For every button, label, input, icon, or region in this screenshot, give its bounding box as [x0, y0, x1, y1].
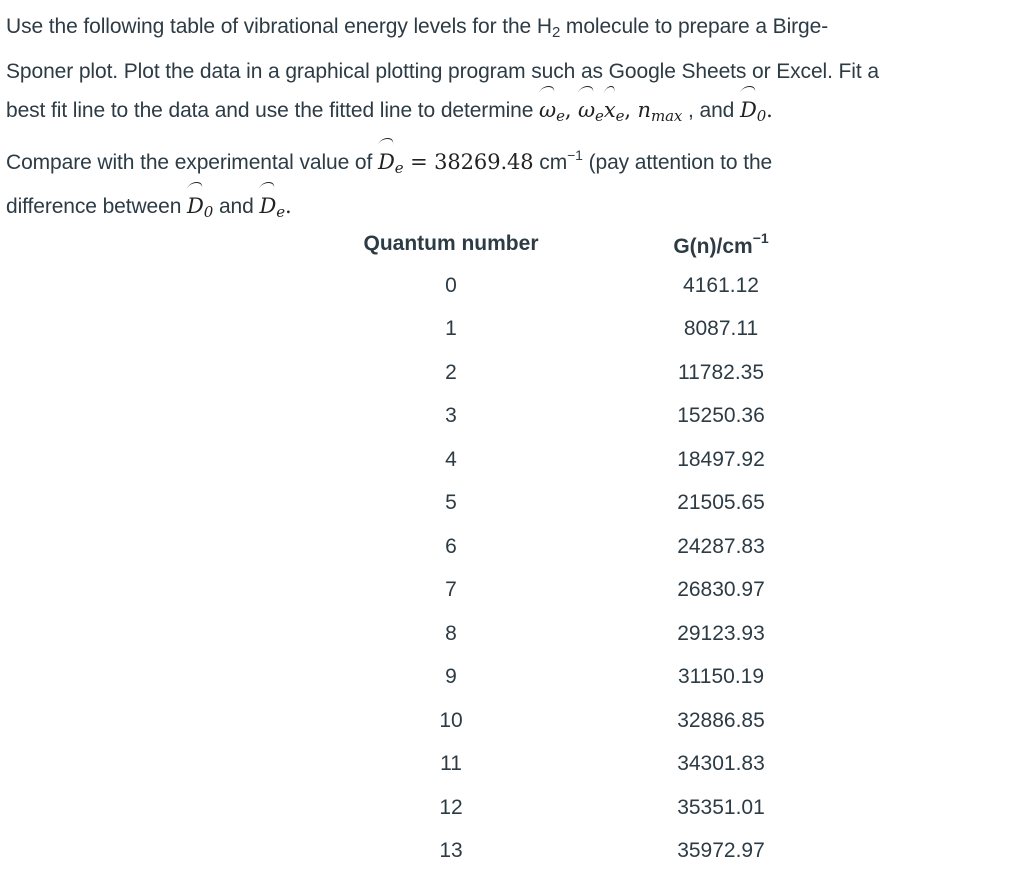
- quantum-number-cell: 4: [290, 438, 612, 482]
- d-glyph: D: [259, 187, 276, 226]
- table-row: [290, 438, 830, 482]
- table-row: [290, 656, 830, 700]
- n-max-symbol: [638, 98, 683, 122]
- quantum-number-cell: 6: [290, 525, 612, 569]
- energy-cell: 21505.65: [612, 482, 830, 526]
- problem-text: and: [213, 195, 259, 218]
- d-zero-symbol: [187, 194, 213, 218]
- experimental-value: = 38269.48: [404, 150, 534, 174]
- energy-cell: 29123.93: [612, 612, 830, 656]
- comma: ,: [624, 98, 637, 122]
- problem-text: difference between: [6, 195, 187, 218]
- comma: ,: [565, 98, 578, 122]
- table-row: [290, 786, 830, 830]
- quantum-number-cell: 1: [290, 308, 612, 352]
- table-row: [290, 351, 830, 395]
- quantum-number-cell: 7: [290, 569, 612, 613]
- table-row: [290, 699, 830, 743]
- h2-subscript: 2: [552, 24, 560, 41]
- energy-cell: 11782.35: [612, 351, 830, 395]
- zero-subscript: 0: [757, 107, 766, 125]
- d-e-symbol: [378, 150, 404, 174]
- table-row: [290, 569, 830, 613]
- problem-text: Sponer plot. Plot the data in a graphical plotting program such as Google Sheets or Excel. Fit a: [6, 60, 879, 83]
- e-subscript: e: [556, 107, 565, 125]
- header-g-n: [612, 224, 830, 264]
- omega-glyph: ω: [578, 91, 595, 130]
- e-subscript: e: [395, 159, 404, 177]
- energy-cell: 32886.85: [612, 699, 830, 743]
- period: .: [285, 194, 292, 218]
- problem-statement: [6, 8, 1022, 232]
- table-row: [290, 264, 830, 308]
- d-glyph: D: [740, 91, 757, 130]
- problem-text: Compare with the experimental value of: [6, 151, 378, 174]
- table-header-row: [290, 224, 830, 264]
- quantum-number-cell: 8: [290, 612, 612, 656]
- energy-cell: 15250.36: [612, 395, 830, 439]
- quantum-number-cell: 5: [290, 482, 612, 526]
- energy-levels-table: [290, 224, 830, 873]
- problem-text: Use the following table of vibrational energy levels for the H: [6, 15, 552, 38]
- energy-cell: 4161.12: [612, 264, 830, 308]
- problem-text: , and: [682, 99, 740, 122]
- quantum-number-cell: 13: [290, 830, 612, 873]
- problem-text: molecule to prepare a Birge-: [560, 15, 828, 38]
- quantum-number-cell: 2: [290, 351, 612, 395]
- x-glyph: x: [604, 91, 616, 130]
- e-subscript: e: [595, 107, 604, 125]
- omega-e-symbol: [539, 98, 565, 122]
- quantum-number-cell: 0: [290, 264, 612, 308]
- unit-exponent: −1: [567, 147, 583, 163]
- d-zero-symbol: [740, 98, 766, 122]
- energy-cell: 31150.19: [612, 656, 830, 700]
- e-subscript: e: [276, 203, 285, 221]
- d-e-symbol: [259, 194, 285, 218]
- header-quantum-number: Quantum number: [290, 224, 612, 264]
- table-row: [290, 482, 830, 526]
- e-subscript: e: [616, 107, 625, 125]
- energy-cell: 24287.83: [612, 525, 830, 569]
- problem-text: best fit line to the data and use the fitted line to determine: [6, 99, 539, 122]
- problem-text: (pay attention to the: [583, 151, 772, 174]
- quantum-number-cell: 11: [290, 743, 612, 787]
- unit-text: cm: [534, 151, 568, 174]
- quantum-number-cell: 10: [290, 699, 612, 743]
- zero-subscript: 0: [204, 203, 213, 221]
- quantum-number-cell: 9: [290, 656, 612, 700]
- energy-cell: 8087.11: [612, 308, 830, 352]
- energy-cell: 18497.92: [612, 438, 830, 482]
- header-g-label: G(n)/cm: [673, 235, 752, 258]
- n-glyph: n: [638, 98, 651, 122]
- quantum-number-cell: 3: [290, 395, 612, 439]
- period: .: [766, 98, 773, 122]
- d-glyph: D: [187, 187, 204, 226]
- energy-cell: 34301.83: [612, 743, 830, 787]
- max-subscript: max: [651, 107, 682, 125]
- energy-cell: 35972.97: [612, 830, 830, 873]
- energy-cell: 35351.01: [612, 786, 830, 830]
- header-g-exponent: −1: [753, 230, 769, 246]
- d-glyph: D: [378, 143, 395, 182]
- table-row: [290, 612, 830, 656]
- energy-cell: 26830.97: [612, 569, 830, 613]
- table-row: [290, 743, 830, 787]
- quantum-number-cell: 12: [290, 786, 612, 830]
- table-row: [290, 830, 830, 873]
- table-row: [290, 525, 830, 569]
- omega-e-x-e-symbol: [578, 98, 624, 122]
- omega-glyph: ω: [539, 91, 556, 130]
- table-row: [290, 308, 830, 352]
- table-row: [290, 395, 830, 439]
